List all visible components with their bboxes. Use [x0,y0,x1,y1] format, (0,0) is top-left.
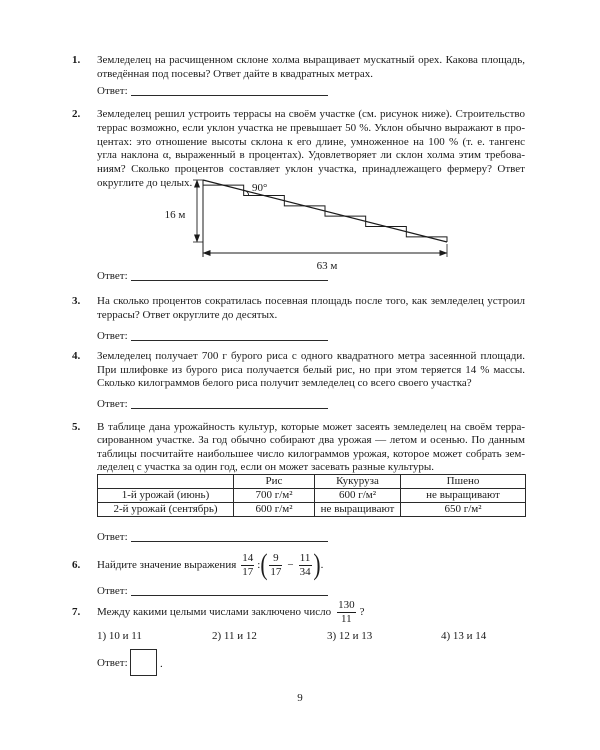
table-row [98,503,526,517]
problem-2-number: 2. [72,108,81,120]
page-number: 9 [297,692,303,704]
fraction-numerator: 14 [242,551,254,564]
table-header-cell: Кукуруза [315,475,401,489]
problem-2-text-line: террас возможно, если уклон участка не превышает 50 %. Уклон обычно выражают в про- [97,122,525,134]
fraction [269,552,282,579]
problem-1-text-line: отведённая под посевы? Ответ дайте в квадратных метрах. [97,68,373,80]
table-corner-cell [98,475,234,489]
answer-blank[interactable] [131,397,328,409]
problem-2-text-line: ниям? Сколько процентов составляет уклон участка, принадлежащего фермеру? Ответ [97,163,525,175]
terrace-slope-figure [160,168,460,273]
fraction-denominator: 17 [270,565,282,578]
answer-blank[interactable] [131,84,328,96]
problem-1-text-line: Земледелец на расчищенном склоне холма выращивает мускатный орех. Какова площадь, [97,54,525,66]
height-label: 16 м [164,209,186,221]
problem-5-answer [97,530,328,544]
problem-3-answer [97,329,328,343]
problem-6-text: Найдите значение выражения [97,559,237,571]
terrace-staircase [203,185,447,242]
answer-label: Ответ: [97,585,128,597]
problem-6-expression [97,549,323,581]
answer-option-1: 1) 10 и 11 [97,630,142,642]
close-parenthesis: ) [312,548,321,581]
problem-1-number: 1. [72,54,81,66]
answer-label: Ответ: [97,531,128,543]
question-mark: ? [359,606,365,618]
fraction [241,552,254,579]
problem-2-text-line: угла наклона α, выраженный в процентах). Удовлетворяет ли склон холма этим требова- [97,149,525,161]
problem-3-text-line: террасы? Ответ округлите до десятых. [97,309,278,321]
fraction [337,599,356,626]
expression-period: . [320,559,324,571]
angle-label: 90° [252,182,268,194]
yield-table [97,474,526,517]
problem-3-text-line: На сколько процентов сократилась посевная площадь после того, как земледелец устроил [97,295,525,307]
problem-5-text-line: В таблице дана урожайность культур, которые может засеять земледелец на своём терра- [97,421,525,433]
answer-box[interactable] [130,649,157,676]
answer-option-4: 4) 13 и 14 [441,630,487,642]
fraction-numerator: 130 [338,598,355,611]
answer-label: Ответ: [97,657,128,669]
table-row-label: 2-й урожай (сентябрь) [98,503,234,517]
minus-sign: − [287,559,294,571]
open-parenthesis: ( [260,548,268,581]
fraction-numerator: 9 [273,551,279,564]
answer-option-2: 2) 11 и 12 [212,630,257,642]
answer-blank[interactable] [131,269,328,281]
divide-sign: : [257,559,261,571]
problem-4-answer [97,397,328,411]
answer-label: Ответ: [97,270,128,282]
table-cell: не выращивают [315,503,401,517]
problem-7-question [97,598,364,626]
fraction-denominator: 11 [337,612,356,626]
problem-5-number: 5. [72,421,81,433]
answer-label: Ответ: [97,330,128,342]
problem-2-text-line: Земледелец решил устроить террасы на своём участке (см. рисунок ниже). Строительство [97,108,525,120]
table-header-row [98,475,526,489]
table-row-label: 1-й урожай (июнь) [98,489,234,503]
table-row [98,489,526,503]
problem-3-number: 3. [72,295,81,307]
length-label: 63 м [316,260,338,272]
problem-2-text-line: округлите до целых. [97,177,193,189]
table-cell: 600 г/м² [315,489,401,503]
answer-label: Ответ: [97,398,128,410]
problem-7-number: 7. [72,606,81,618]
problem-4-text-line: Земледелец получает 700 г бурого риса с одного квадратного метра засеянной площади. [97,350,525,362]
answer-blank[interactable] [131,584,328,596]
table-cell: 700 г/м² [234,489,315,503]
problem-4-text-line: Сколько килограммов белого риса получит земледелец со всего своего участка? [97,377,472,389]
problem-6-number: 6. [72,559,81,571]
problem-6-answer [97,584,328,598]
fraction-denominator: 34 [299,565,311,578]
table-cell: 650 г/м² [401,503,526,517]
problem-4-number: 4. [72,350,81,362]
answer-blank[interactable] [131,530,328,542]
problem-7-answer [97,656,128,670]
fraction [299,552,312,579]
table-cell: 600 г/м² [234,503,315,517]
answer-option-3: 3) 12 и 13 [327,630,373,642]
problem-5-text-line: леделец с участка за один год, если он может засевать разные культуры. [97,461,435,473]
table-cell: не выращивают [401,489,526,503]
problem-2-answer [97,269,328,283]
answer-blank[interactable] [131,329,328,341]
problem-5-text-line: таблицы посчитайте наибольшее число килограммов урожая, которое может собрать зем- [97,448,525,460]
problem-4-text-line: При шлифовке из бурого риса получается белый рис, но при этом теряется 14 % массы. [97,364,525,376]
answer-label: Ответ: [97,85,128,97]
answer-period: . [160,658,163,670]
problem-2-text-line: центах: это отношение высоты склона к его длине, умноженное на 100 % (т. е. тангенс [97,136,525,148]
table-header-cell: Пшено [401,475,526,489]
fraction-denominator: 17 [242,565,254,578]
table-header-cell: Рис [234,475,315,489]
problem-5-text-line: сированном участке. За год обычно собирают два урожая — летом и осенью. По данным [97,434,525,446]
problem-7-text: Между какими целыми числами заключено число [97,606,332,618]
problem-1-answer [97,84,328,98]
fraction-numerator: 11 [299,551,311,564]
